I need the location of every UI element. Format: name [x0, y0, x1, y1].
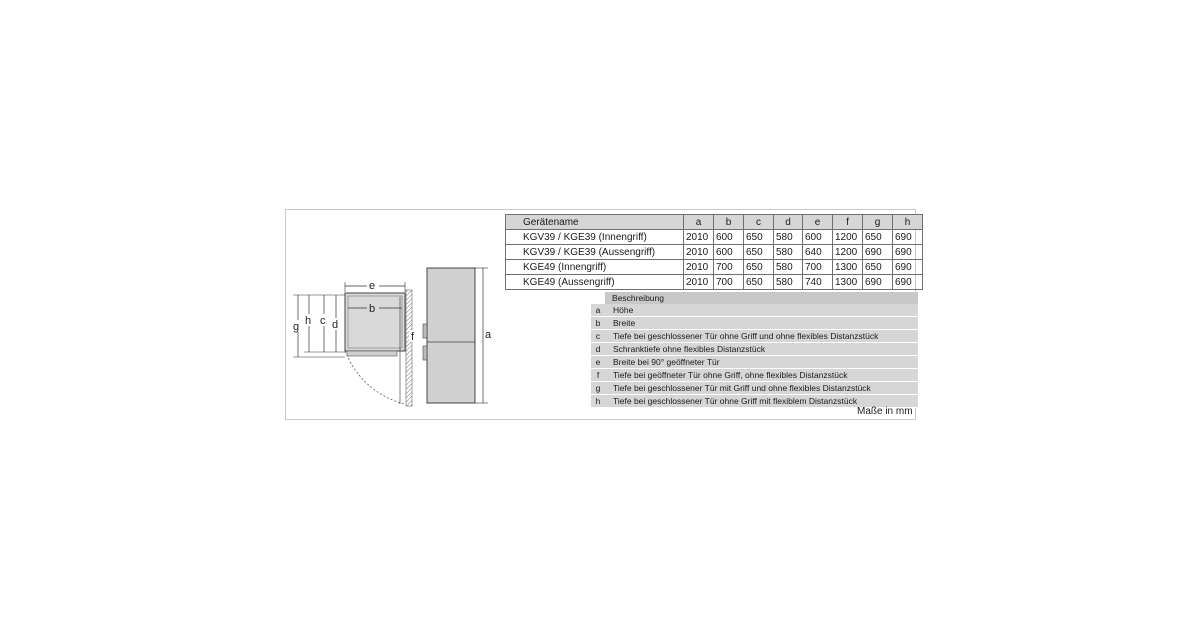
table-cell: 650 — [744, 275, 774, 290]
table-cell: 1200 — [833, 245, 863, 260]
door-swing-arc — [345, 351, 404, 404]
wall-hatch — [406, 290, 412, 406]
legend-text: Breite — [605, 317, 918, 330]
legend-key: h — [591, 395, 605, 408]
dim-label-h: h — [305, 315, 312, 327]
table-header-cell: d — [774, 215, 803, 230]
table-cell: 600 — [714, 245, 744, 260]
table-cell: 2010 — [684, 245, 714, 260]
legend-table — [591, 292, 918, 408]
legend-text: Höhe — [605, 304, 918, 317]
legend-item — [591, 369, 918, 382]
table-row — [506, 245, 923, 260]
table-cell: 580 — [774, 275, 803, 290]
table-cell: 650 — [744, 260, 774, 275]
side-view-body — [427, 268, 475, 403]
legend-key: g — [591, 382, 605, 395]
dimension-table — [505, 214, 923, 290]
legend-key: d — [591, 343, 605, 356]
table-cell: 1300 — [833, 260, 863, 275]
legend-title: Beschreibung — [605, 292, 918, 304]
table-header-cell: a — [684, 215, 714, 230]
table-cell: 650 — [744, 245, 774, 260]
table-cell: 690 — [893, 275, 923, 290]
table-cell: 700 — [803, 260, 833, 275]
table-cell: 580 — [774, 245, 803, 260]
dim-label-f: f — [411, 331, 415, 343]
dim-label-a: a — [485, 329, 492, 341]
table-cell: 600 — [803, 230, 833, 245]
table-cell: 2010 — [684, 230, 714, 245]
legend-item — [591, 343, 918, 356]
legend-key: f — [591, 369, 605, 382]
legend-item — [591, 382, 918, 395]
dim-label-d: d — [332, 319, 339, 331]
fridge-dimension-drawing — [287, 262, 497, 412]
table-cell: 2010 — [684, 260, 714, 275]
dim-label-e: e — [369, 280, 376, 292]
table-cell-model: KGV39 / KGE39 (Innengriff) — [506, 230, 684, 245]
table-cell: 690 — [863, 245, 893, 260]
table-cell: 700 — [714, 275, 744, 290]
table-header-cell: b — [714, 215, 744, 230]
table-header-cell: f — [833, 215, 863, 230]
table-cell: 700 — [714, 260, 744, 275]
table-cell: 600 — [714, 230, 744, 245]
table-cell: 650 — [863, 260, 893, 275]
table-header-cell: e — [803, 215, 833, 230]
dim-label-c: c — [320, 315, 326, 327]
legend-item — [591, 330, 918, 343]
table-cell: 580 — [774, 230, 803, 245]
legend-item — [591, 317, 918, 330]
table-cell-model: KGE49 (Innengriff) — [506, 260, 684, 275]
table-row — [506, 230, 923, 245]
legend-item — [591, 304, 918, 317]
table-cell-model: KGV39 / KGE39 (Aussengriff) — [506, 245, 684, 260]
table-row — [506, 275, 923, 290]
table-header-cell: h — [893, 215, 923, 230]
table-header-cell: Gerätename — [506, 215, 684, 230]
legend-key: c — [591, 330, 605, 343]
top-view-body — [345, 293, 405, 351]
dim-label-g: g — [293, 321, 300, 333]
legend-text: Tiefe bei geschlossener Tür mit Griff und ohne flexibles Distanzstück — [605, 382, 918, 395]
table-cell: 650 — [863, 230, 893, 245]
legend-header-row — [591, 292, 918, 304]
legend-text: Tiefe bei geschlossener Tür ohne Griff und ohne flexibles Distanzstück — [605, 330, 918, 343]
table-cell: 640 — [803, 245, 833, 260]
legend-text: Tiefe bei geöffneter Tür ohne Griff, ohne flexibles Distanzstück — [605, 369, 918, 382]
table-cell: 650 — [744, 230, 774, 245]
table-header-cell: c — [744, 215, 774, 230]
table-cell: 690 — [863, 275, 893, 290]
table-header-cell: g — [863, 215, 893, 230]
legend-key: b — [591, 317, 605, 330]
table-cell: 690 — [893, 245, 923, 260]
table-cell: 740 — [803, 275, 833, 290]
legend-text: Schranktiefe ohne flexibles Distanzstück — [605, 343, 918, 356]
legend-text: Breite bei 90° geöffneter Tür — [605, 356, 918, 369]
legend-key: a — [591, 304, 605, 317]
table-cell: 1300 — [833, 275, 863, 290]
table-cell: 2010 — [684, 275, 714, 290]
table-cell: 1200 — [833, 230, 863, 245]
table-cell: 580 — [774, 260, 803, 275]
units-note: Maße in mm — [857, 406, 913, 417]
legend-text: Tiefe bei geschlossener Tür ohne Griff mit flexiblem Distanzstück — [605, 395, 918, 408]
dim-label-b: b — [369, 303, 376, 315]
table-row — [506, 260, 923, 275]
legend-key: e — [591, 356, 605, 369]
legend-item — [591, 356, 918, 369]
table-cell: 690 — [893, 230, 923, 245]
table-cell: 690 — [893, 260, 923, 275]
table-header-row — [506, 215, 923, 230]
table-cell-model: KGE49 (Aussengriff) — [506, 275, 684, 290]
